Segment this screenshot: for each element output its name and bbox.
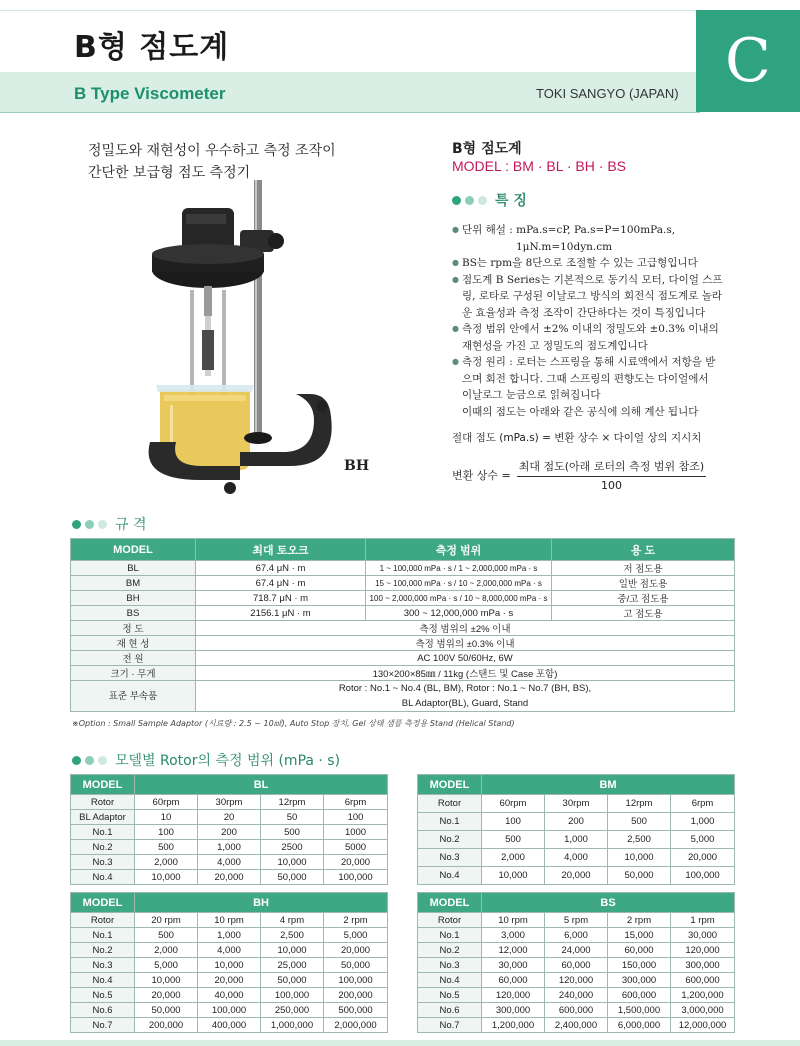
- feature-item: ● 측정 범위 안에서 ±2% 이내의 정밀도와 ±0.3% 이내의: [452, 321, 742, 338]
- spec-cell: 일반 점도용: [552, 576, 735, 591]
- range-value-cell: 120,000: [545, 973, 608, 988]
- range-value-cell: 150,000: [608, 958, 671, 973]
- range-value-cell: 200,000: [135, 1018, 198, 1033]
- range-speed-cell: 30rpm: [545, 795, 608, 813]
- spec-row: [71, 636, 735, 651]
- range-value-cell: 5,000: [324, 928, 388, 943]
- range-speed-cell: 4 rpm: [261, 913, 324, 928]
- rotor-label-cell: No.3: [418, 958, 482, 973]
- photo-caption: BH: [344, 458, 370, 474]
- range-value-cell: 200,000: [324, 988, 388, 1003]
- range-value-cell: 10,000: [261, 943, 324, 958]
- range-value-cell: 30,000: [482, 958, 545, 973]
- range-value-cell: 20,000: [198, 870, 261, 885]
- range-model-row: [71, 775, 388, 795]
- accessory-line: BL Adaptor(BL), Guard, Stand: [401, 698, 529, 709]
- range-speed-cell: 10 rpm: [482, 913, 545, 928]
- range-value-cell: 50: [261, 810, 324, 825]
- rotor-label-cell: No.3: [71, 958, 135, 973]
- range-value-cell: 100,000: [198, 1003, 261, 1018]
- range-value-cell: 2,000,000: [324, 1018, 388, 1033]
- table-row: [71, 1003, 388, 1018]
- range-value-cell: 200: [198, 825, 261, 840]
- range-value-cell: 2,500: [608, 831, 671, 849]
- range-value-cell: 2,000: [482, 849, 545, 867]
- rotor-label-cell: No.1: [418, 813, 482, 831]
- range-speed-cell: 12rpm: [608, 795, 671, 813]
- feature-item: 1μN.m=10dyn.cm: [516, 240, 613, 253]
- feature-item: 이때의 점도는 아래와 같은 공식에 의해 계산 됩니다: [462, 405, 699, 418]
- range-speed-row: [418, 913, 735, 928]
- range-value-cell: 600,000: [608, 988, 671, 1003]
- page-title: B형 점도계: [74, 30, 230, 65]
- range-value-cell: 1,000: [198, 840, 261, 855]
- spec-cell: 718.7 μN · m: [196, 591, 366, 606]
- range-value-cell: 100,000: [671, 867, 735, 885]
- range-value-cell: 100,000: [324, 973, 388, 988]
- spec-cell: BL: [71, 561, 196, 576]
- range-value-cell: 600,000: [545, 1003, 608, 1018]
- table-row: [71, 988, 388, 1003]
- rotor-label-cell: No.1: [71, 928, 135, 943]
- range-value-cell: 1,200,000: [482, 1018, 545, 1033]
- formula-fraction: [517, 458, 706, 492]
- feature-item: ● BS는 rpm을 8단으로 조절할 수 있는 고급형입니다: [452, 255, 742, 272]
- range-value-cell: 50,000: [261, 973, 324, 988]
- feature-item: ● 단위 해설 : mPa.s=cP, Pa.s=P=100mPa.s,: [452, 222, 742, 239]
- range-value-cell: 4,000: [198, 855, 261, 870]
- range-value-cell: 2,400,000: [545, 1018, 608, 1033]
- spec-row: [71, 606, 735, 621]
- range-value-cell: 20,000: [671, 849, 735, 867]
- spec-cell: 고 점도용: [552, 606, 735, 621]
- accessory-line: Rotor : No.1 ~ No.4 (BL, BM), Rotor : No.1 ~ No.7 (BH, BS),: [338, 683, 592, 694]
- range-value-cell: 4,000: [545, 849, 608, 867]
- table-row: [71, 840, 388, 855]
- range-value-cell: 200: [545, 813, 608, 831]
- range-model-label: MODEL: [418, 775, 482, 795]
- table-row: [418, 973, 735, 988]
- header-top-rule: [0, 10, 696, 11]
- table-row: [418, 1018, 735, 1033]
- range-model-row: [418, 893, 735, 913]
- range-value-cell: 60,000: [482, 973, 545, 988]
- range-speed-cell: Rotor: [71, 795, 135, 810]
- range-value-cell: 400,000: [198, 1018, 261, 1033]
- range-value-cell: 500: [608, 813, 671, 831]
- spec-cell: 정 도: [71, 621, 196, 636]
- spec-row: [71, 561, 735, 576]
- range-value-cell: 25,000: [261, 958, 324, 973]
- spec-row: [71, 666, 735, 681]
- spec-row: [71, 621, 735, 636]
- rotor-label-cell: No.4: [418, 973, 482, 988]
- spec-cell: 1 ~ 100,000 mPa · s / 1 ~ 2,000,000 mPa · s: [366, 561, 552, 576]
- table-row: [71, 943, 388, 958]
- spec-cell: BS: [71, 606, 196, 621]
- range-value-cell: 100,000: [324, 870, 388, 885]
- range-value-cell: 100,000: [261, 988, 324, 1003]
- range-speed-cell: 1 rpm: [671, 913, 735, 928]
- range-speed-cell: Rotor: [71, 913, 135, 928]
- spec-cell: 표준 부속품: [71, 681, 196, 712]
- range-speed-cell: 12rpm: [261, 795, 324, 810]
- range-speed-row: [71, 795, 388, 810]
- spec-cell: 전 원: [71, 651, 196, 666]
- spec-col-header: 최대 토오크: [196, 539, 366, 561]
- range-value-cell: 1,000: [545, 831, 608, 849]
- spec-cell: 15 ~ 100,000 mPa · s / 10 ~ 2,000,000 mPa · s: [366, 576, 552, 591]
- range-value-cell: 5,000: [671, 831, 735, 849]
- range-value-cell: 3,000: [482, 928, 545, 943]
- range-value-cell: 1,000,000: [261, 1018, 324, 1033]
- rotor-label-cell: No.6: [71, 1003, 135, 1018]
- table-row: [418, 958, 735, 973]
- manufacturer: TOKI SANGYO (JAPAN): [536, 86, 679, 101]
- table-row: [71, 825, 388, 840]
- spec-heading: [72, 514, 147, 534]
- range-value-cell: 300,000: [671, 958, 735, 973]
- feature-item: 이날로그 눈금으로 읽혀집니다: [462, 389, 601, 401]
- range-value-cell: 10,000: [261, 855, 324, 870]
- formula-absolute-viscosity: 절대 점도 (mPa.s) = 변환 상수 × 다이얼 상의 지시치: [452, 432, 702, 444]
- model-heading: B형 점도계: [452, 141, 522, 157]
- range-model-name: BH: [135, 893, 388, 913]
- table-row: [71, 958, 388, 973]
- table-row: [418, 988, 735, 1003]
- table-row: [71, 973, 388, 988]
- range-value-cell: 240,000: [545, 988, 608, 1003]
- guard-leg: [190, 290, 194, 394]
- table-row: [418, 849, 735, 867]
- section-letter-badge: [696, 10, 800, 112]
- spec-row: [71, 576, 735, 591]
- formula-conversion-constant: [452, 458, 706, 492]
- option-note: ※Option : Small Sample Adaptor (시료량 : 2.5 ~ 10㎖), Auto Stop 장치, Gel 상태 샘플 측정용 Stand (Helical Stand): [72, 719, 515, 728]
- range-speed-cell: 30rpm: [198, 795, 261, 810]
- rotor-label-cell: No.7: [71, 1018, 135, 1033]
- range-value-cell: 300,000: [482, 1003, 545, 1018]
- range-value-cell: 20,000: [545, 867, 608, 885]
- rotor-label-cell: No.4: [71, 973, 135, 988]
- table-row: [71, 1018, 388, 1033]
- table-row: [418, 1003, 735, 1018]
- range-value-cell: 50,000: [261, 870, 324, 885]
- formula-denominator: 100: [600, 479, 622, 492]
- range-value-cell: 20,000: [324, 943, 388, 958]
- features-heading: [452, 190, 527, 210]
- range-value-cell: 100: [135, 825, 198, 840]
- feature-item: 운 효율성과 측정 조작이 간단하다는 것이 특징입니다: [462, 306, 706, 319]
- footer-band: [0, 1040, 800, 1046]
- table-row: [71, 870, 388, 885]
- range-model-name: BL: [135, 775, 388, 795]
- rotor-label-cell: No.5: [71, 988, 135, 1003]
- range-value-cell: 30,000: [671, 928, 735, 943]
- range-value-cell: 2,000: [135, 855, 198, 870]
- range-table-bh: [70, 892, 388, 1033]
- rotor-label-cell: No.2: [418, 943, 482, 958]
- spec-cell: 재 현 성: [71, 636, 196, 651]
- feature-item: 으며 회전 합니다. 그때 스프링의 편향도는 다이얼에서: [462, 372, 709, 385]
- table-row: [418, 831, 735, 849]
- range-table-bm: [417, 774, 735, 885]
- range-value-cell: 60,000: [608, 943, 671, 958]
- spec-col-header: 용 도: [552, 539, 735, 561]
- feature-item: 링, 로타로 구성된 이날로그 방식의 회전식 점도계로 놀라: [462, 290, 722, 302]
- range-value-cell: 10,000: [135, 870, 198, 885]
- feature-item: 재현성을 가진 고 정밀도의 점도계입니다: [462, 339, 648, 352]
- range-value-cell: 12,000: [482, 943, 545, 958]
- range-value-cell: 5000: [324, 840, 388, 855]
- range-value-cell: 60,000: [545, 958, 608, 973]
- spec-row: [71, 681, 735, 712]
- spec-col-header: 측정 범위: [366, 539, 552, 561]
- range-value-cell: 500: [135, 928, 198, 943]
- table-row: [71, 810, 388, 825]
- range-value-cell: 500,000: [324, 1003, 388, 1018]
- range-value-cell: 600,000: [671, 973, 735, 988]
- feature-item: ● 측정 원리 : 로터는 스프링을 통해 시료액에서 저항을 받: [452, 354, 742, 371]
- spec-table: [70, 538, 735, 712]
- range-value-cell: 10,000: [135, 973, 198, 988]
- section-dots-icon: [72, 520, 107, 529]
- spec-cell: BM: [71, 576, 196, 591]
- range-speed-row: [71, 913, 388, 928]
- spec-header-row: [71, 539, 735, 561]
- formula-lhs: 변환 상수 =: [452, 469, 511, 482]
- range-speed-cell: 60rpm: [135, 795, 198, 810]
- range-value-cell: 100: [482, 813, 545, 831]
- section-dots-icon: [452, 196, 487, 205]
- range-value-cell: 15,000: [608, 928, 671, 943]
- tagline: [88, 140, 368, 184]
- range-value-cell: 6,000: [545, 928, 608, 943]
- range-table-bs: [417, 892, 735, 1033]
- range-speed-cell: 6rpm: [671, 795, 735, 813]
- range-value-cell: 3,000,000: [671, 1003, 735, 1018]
- feature-item: ● 점도계 B Series는 기본적으로 동기식 모터, 다이얼 스프: [452, 272, 742, 289]
- rotor-label-cell: No.2: [71, 840, 135, 855]
- viscometer-photo: [90, 180, 360, 500]
- range-value-cell: 10: [135, 810, 198, 825]
- range-model-name: BM: [482, 775, 735, 795]
- range-value-cell: 50,000: [608, 867, 671, 885]
- range-value-cell: 10,000: [482, 867, 545, 885]
- spec-cell: 저 점도용: [552, 561, 735, 576]
- spec-row: [71, 651, 735, 666]
- range-value-cell: 120,000: [482, 988, 545, 1003]
- range-speed-cell: 2 rpm: [324, 913, 388, 928]
- table-row: [418, 943, 735, 958]
- page-subtitle: B Type Viscometer: [74, 84, 226, 103]
- range-speed-cell: Rotor: [418, 795, 482, 813]
- range-value-cell: 1,500,000: [608, 1003, 671, 1018]
- range-value-cell: 500: [135, 840, 198, 855]
- section-dots-icon: [72, 756, 107, 765]
- rotor-label-cell: No.3: [418, 849, 482, 867]
- range-speed-cell: 2 rpm: [608, 913, 671, 928]
- tagline-line: 간단한 보급형 점도 측정기: [88, 165, 251, 181]
- range-value-cell: 1,000: [671, 813, 735, 831]
- range-model-row: [418, 775, 735, 795]
- rotor-label-cell: No.4: [71, 870, 135, 885]
- table-row: [418, 867, 735, 885]
- table-row: [418, 928, 735, 943]
- spec-heading-label: 규 격: [115, 517, 147, 533]
- range-value-cell: 500: [261, 825, 324, 840]
- range-value-cell: 20,000: [198, 973, 261, 988]
- range-model-label: MODEL: [71, 775, 135, 795]
- spec-col-header: MODEL: [71, 539, 196, 561]
- rotor-label-cell: No.3: [71, 855, 135, 870]
- range-table-bl: [70, 774, 388, 885]
- spec-cell: 측정 범위의 ±0.3% 이내: [196, 636, 735, 651]
- range-model-label: MODEL: [71, 893, 135, 913]
- range-value-cell: 120,000: [671, 943, 735, 958]
- range-value-cell: 20,000: [135, 988, 198, 1003]
- range-heading: [72, 750, 340, 770]
- spec-cell: 중/고 점도용: [552, 591, 735, 606]
- range-value-cell: 4,000: [198, 943, 261, 958]
- rotor-label-cell: No.5: [418, 988, 482, 1003]
- spec-cell: 67.4 μN · m: [196, 576, 366, 591]
- range-value-cell: 20,000: [324, 855, 388, 870]
- range-value-cell: 2,000: [135, 943, 198, 958]
- rotor-label-cell: No.1: [71, 825, 135, 840]
- range-value-cell: 5,000: [135, 958, 198, 973]
- spec-cell: BH: [71, 591, 196, 606]
- rotor-label-cell: No.1: [418, 928, 482, 943]
- range-speed-cell: 60rpm: [482, 795, 545, 813]
- range-value-cell: 300,000: [608, 973, 671, 988]
- rotor-label-cell: No.2: [71, 943, 135, 958]
- spec-cell: 2156.1 μN · m: [196, 606, 366, 621]
- range-speed-cell: Rotor: [418, 913, 482, 928]
- range-value-cell: 50,000: [324, 958, 388, 973]
- range-value-cell: 12,000,000: [671, 1018, 735, 1033]
- range-value-cell: 10,000: [608, 849, 671, 867]
- spec-row: [71, 591, 735, 606]
- rotor-label-cell: BL Adaptor: [71, 810, 135, 825]
- spec-cell: 67.4 μN · m: [196, 561, 366, 576]
- spec-cell: AC 100V 50/60Hz, 6W: [196, 651, 735, 666]
- range-speed-cell: 5 rpm: [545, 913, 608, 928]
- range-model-label: MODEL: [418, 893, 482, 913]
- range-speed-cell: 10 rpm: [198, 913, 261, 928]
- table-row: [418, 813, 735, 831]
- range-value-cell: 40,000: [198, 988, 261, 1003]
- range-value-cell: 500: [482, 831, 545, 849]
- spec-cell: 100 ~ 2,000,000 mPa · s / 10 ~ 8,000,000 mPa · s: [366, 591, 552, 606]
- section-letter: C: [725, 26, 771, 96]
- range-speed-cell: 6rpm: [324, 795, 388, 810]
- range-value-cell: 24,000: [545, 943, 608, 958]
- formula-numerator: 최대 점도(아래 로터의 측정 범위 참조): [517, 458, 706, 477]
- range-value-cell: 50,000: [135, 1003, 198, 1018]
- spec-cell: 130×200×85㎜ / 11kg (스탠드 및 Case 포함): [196, 666, 735, 681]
- range-value-cell: 20: [198, 810, 261, 825]
- range-value-cell: 100: [324, 810, 388, 825]
- range-heading-label: 모델별 Rotor의 측정 범위 (mPa · s): [115, 753, 341, 769]
- rotor-label-cell: No.2: [418, 831, 482, 849]
- model-list: MODEL : BM · BL · BH · BS: [452, 158, 626, 174]
- range-value-cell: 10,000: [198, 958, 261, 973]
- features-list: [452, 222, 742, 420]
- spec-cell: [196, 681, 735, 712]
- tagline-line: 정밀도와 재현성이 우수하고 측정 조작이: [88, 143, 336, 159]
- range-value-cell: 1,000: [198, 928, 261, 943]
- range-value-cell: 6,000,000: [608, 1018, 671, 1033]
- range-speed-cell: 20 rpm: [135, 913, 198, 928]
- range-value-cell: 1000: [324, 825, 388, 840]
- range-value-cell: 2,500: [261, 928, 324, 943]
- range-model-row: [71, 893, 388, 913]
- spec-cell: 300 ~ 12,000,000 mPa · s: [366, 606, 552, 621]
- rotor-label-cell: No.4: [418, 867, 482, 885]
- spec-cell: 측정 범위의 ±2% 이내: [196, 621, 735, 636]
- range-speed-row: [418, 795, 735, 813]
- range-value-cell: 1,200,000: [671, 988, 735, 1003]
- rotor-label-cell: No.7: [418, 1018, 482, 1033]
- table-row: [71, 855, 388, 870]
- features-heading-label: 특 징: [495, 193, 527, 209]
- range-value-cell: 250,000: [261, 1003, 324, 1018]
- rotor-label-cell: No.6: [418, 1003, 482, 1018]
- range-model-name: BS: [482, 893, 735, 913]
- range-value-cell: 2500: [261, 840, 324, 855]
- spec-cell: 크기 · 무게: [71, 666, 196, 681]
- table-row: [71, 928, 388, 943]
- header-divider: [0, 112, 700, 113]
